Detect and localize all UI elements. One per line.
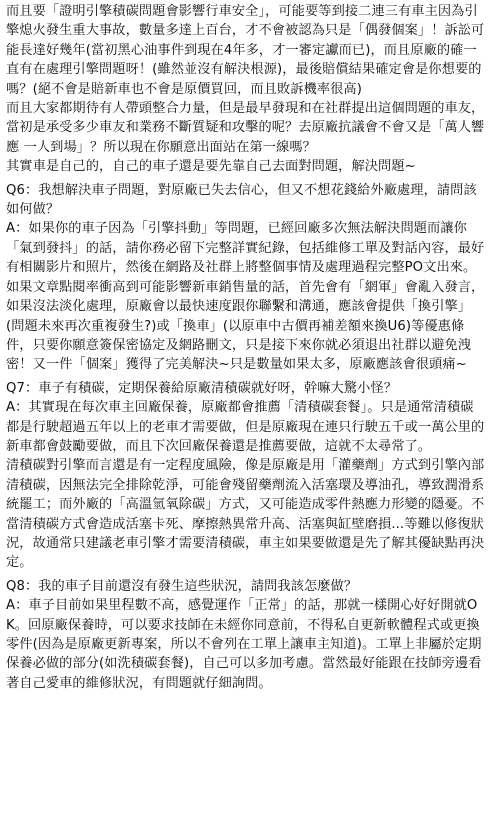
question-q7: Q7：車子有積碳，定期保養給原廠清積碳就好呀，幹嘛大驚小怪？ — [6, 380, 398, 396]
paragraph-lawsuit: 而且要「證明引擎積碳問題會影響行車安全」，可能要等到接二連三有車主因為引擎熄火發生重大事故，數量多達上百台，才不會被認為只是「偶發個案」！訴訟可能長達好幾年(當初黑心油事件到現在4年多，才一審定讞而已)，而且原廠的確一直有在處理引擎問題呀！(雖然並沒有解決根源)，最後賠償結果確定會是你想要的嗎？(絕不會是賠新車也不會是原價買回，而且敗訴機率很高) — [6, 4, 485, 97]
paragraph-self-reliance: 其實車是自己的，自己的車子還是要先靠自己去面對問題，解決問題~ — [6, 159, 416, 175]
answer-q6-continued: 如果文章點閱率衝高到可能影響新車銷售量的話，首先會有「網軍」會亂入發言，如果沒法淡化處理，原廠會以最快速度跟你聯繫和溝通，應該會提供「換引擎」(問題未來再次重複發生?)或「換車」(以原車中古價再補差額來換U6)等優惠條件，只要你願意簽保密協定及網路刪文，只是接下來你就必須退出社群以避免洩密！又一件「個案」獲得了完美解決~只是數量如果太多，原廠應該會很頭痛~ — [6, 279, 485, 373]
paragraph-collective-action: 而且大家都期待有人帶頭整合力量，但是最早發現和在社群提出這個問題的車友，當初是承受多少車友和業務不斷質疑和攻擊的呢？去原廠抗議會不會又是「萬人響應 一人到場」？所以現在你願意出面站在第一線嗎？ — [6, 101, 485, 155]
question-q8: Q8：我的車子目前還沒有發生這些狀況，請問我該怎麼做？ — [6, 578, 358, 594]
answer-q7: A：其實現在每次車主回廠保養，原廠都會推薦「清積碳套餐」。只是通常清積碳都是行駛超過五年以上的老車才需要做，但是原廠現在連只行駛五千或一萬公里的新車都會鼓勵要做，而且下次回廠保養還是推薦要做，這就不太尋常了。 — [6, 400, 485, 454]
answer-q6: A：如果你的車子因為「引擎抖動」等問題，已經回廠多次無法解決問題而讓你「氣到發抖」的話，請你務必留下完整詳實紀錄，包括維修工單及對話內容，最好有相關影片和照片，然後在網路及社群上將整個事情及處理過程完整PO文出來。 — [6, 221, 485, 276]
question-q6: Q6：我想解決車子問題，對原廠已失去信心，但又不想花錢給外廠處理，請問該如何做？ — [6, 182, 477, 218]
answer-q8: A：車子目前如果里程數不高，感覺運作「正常」的話，那就一樣開心好好開就OK。回原廠保養時，可以要求技師在未經你同意前，不得私自更新軟體程式或更換零件(因為是原廠更新專案，所以不會列在工單上讓車主知道)。工單上非屬於定期保養必做的部分(如洗積碳套餐)，自己可以多加考慮。當然最好能跟在技師旁邊看著自己愛車的維修狀況，有問題就仔細詢問。 — [6, 598, 482, 691]
answer-q7-continued: 清積碳對引擎而言還是有一定程度風險，像是原廠是用「灌藥劑」方式到引擎內部清積碳，因無法完全排除乾淨，可能會殘留藥劑流入活塞環及導油孔，導致潤滑系統罷工；而外廠的「高溫氫氧除碳」方式，又可能造成零件熱應力形變的隱憂。不當清積碳方式會造成活塞卡死、摩擦熱異常升高、活塞與缸壁磨損...等難以修復狀況，故通常只建議老車引擎才需要清積碳，車主如果要做還是先了解其優缺點再決定。 — [6, 458, 485, 571]
